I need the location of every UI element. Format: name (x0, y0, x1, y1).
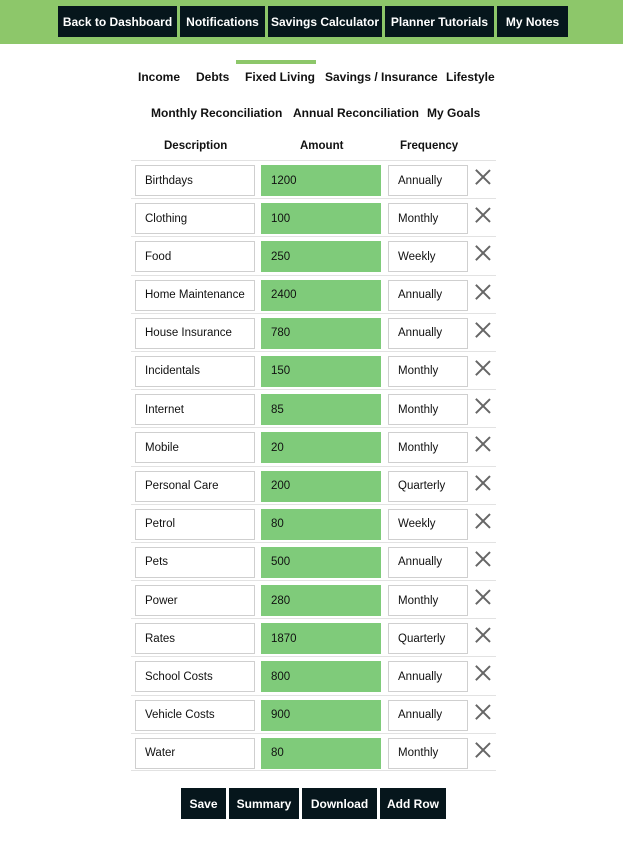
table-row (131, 275, 496, 313)
delete-row-close-icon[interactable] (475, 665, 491, 681)
amount-input[interactable]: 150 (261, 356, 381, 387)
savings-calculator-button[interactable]: Savings Calculator (268, 6, 382, 37)
my-notes-button[interactable]: My Notes (497, 6, 568, 37)
delete-row-close-icon[interactable] (475, 742, 491, 758)
delete-row-close-icon[interactable] (475, 436, 491, 452)
tab-fixed-living[interactable]: Fixed Living (245, 70, 316, 84)
tab-annual-reconciliation[interactable]: Annual Reconciliation (293, 106, 420, 120)
description-input[interactable]: Petrol (135, 509, 255, 540)
frequency-select[interactable]: Annually (388, 661, 468, 692)
table-row (131, 542, 496, 580)
frequency-select[interactable]: Monthly (388, 738, 468, 769)
tab-my-goals[interactable]: My Goals (427, 106, 481, 120)
description-input[interactable]: Home Maintenance (135, 280, 255, 311)
delete-row-close-icon[interactable] (475, 475, 491, 491)
description-input[interactable]: Food (135, 241, 255, 272)
amount-input[interactable]: 800 (261, 661, 381, 692)
save-button[interactable]: Save (181, 788, 226, 819)
delete-row-close-icon[interactable] (475, 207, 491, 223)
tab-monthly-reconciliation[interactable]: Monthly Reconciliation (151, 106, 283, 120)
delete-row-close-icon[interactable] (475, 322, 491, 338)
amount-input[interactable]: 900 (261, 700, 381, 731)
table-row (131, 504, 496, 542)
delete-row-close-icon[interactable] (475, 284, 491, 300)
table-row (131, 618, 496, 656)
amount-input[interactable]: 1870 (261, 623, 381, 654)
back-to-dashboard-button[interactable]: Back to Dashboard (58, 6, 177, 37)
delete-row-close-icon[interactable] (475, 169, 491, 185)
description-input[interactable]: School Costs (135, 661, 255, 692)
description-input[interactable]: Personal Care (135, 471, 255, 502)
delete-row-close-icon[interactable] (475, 589, 491, 605)
description-input[interactable]: Incidentals (135, 356, 255, 387)
description-input[interactable]: Birthdays (135, 165, 255, 196)
download-button[interactable]: Download (302, 788, 377, 819)
table-row (131, 160, 496, 198)
description-input[interactable]: Mobile (135, 432, 255, 463)
table-row (131, 351, 496, 389)
tab-debts[interactable]: Debts (196, 70, 230, 84)
frequency-select[interactable]: Quarterly (388, 471, 468, 502)
summary-button[interactable]: Summary (229, 788, 299, 819)
top-nav (58, 6, 568, 37)
description-input[interactable]: House Insurance (135, 318, 255, 349)
frequency-select[interactable]: Monthly (388, 356, 468, 387)
frequency-select[interactable]: Monthly (388, 203, 468, 234)
amount-input[interactable]: 250 (261, 241, 381, 272)
delete-row-close-icon[interactable] (475, 627, 491, 643)
amount-input[interactable]: 85 (261, 394, 381, 425)
frequency-select[interactable]: Annually (388, 280, 468, 311)
description-input[interactable]: Power (135, 585, 255, 616)
delete-row-close-icon[interactable] (475, 398, 491, 414)
frequency-select[interactable]: Monthly (388, 432, 468, 463)
amount-input[interactable]: 500 (261, 547, 381, 578)
frequency-select[interactable]: Quarterly (388, 623, 468, 654)
delete-row-close-icon[interactable] (475, 360, 491, 376)
amount-input[interactable]: 280 (261, 585, 381, 616)
footer-actions (181, 788, 446, 819)
tab-lifestyle[interactable]: Lifestyle (446, 70, 495, 84)
frequency-select[interactable]: Monthly (388, 394, 468, 425)
amount-input[interactable]: 1200 (261, 165, 381, 196)
frequency-select[interactable]: Weekly (388, 241, 468, 272)
delete-row-close-icon[interactable] (475, 513, 491, 529)
frequency-select[interactable]: Annually (388, 700, 468, 731)
frequency-select[interactable]: Monthly (388, 585, 468, 616)
amount-input[interactable]: 780 (261, 318, 381, 349)
table-row (131, 427, 496, 465)
column-header-description: Description (164, 140, 228, 152)
column-header-amount: Amount (300, 140, 344, 152)
amount-input[interactable]: 80 (261, 509, 381, 540)
column-header-frequency: Frequency (400, 140, 459, 152)
table-row (131, 656, 496, 694)
table-row (131, 389, 496, 427)
description-input[interactable]: Internet (135, 394, 255, 425)
frequency-select[interactable]: Annually (388, 547, 468, 578)
table-row (131, 466, 496, 504)
description-input[interactable]: Rates (135, 623, 255, 654)
delete-row-close-icon[interactable] (475, 245, 491, 261)
table-row (131, 313, 496, 351)
amount-input[interactable]: 200 (261, 471, 381, 502)
frequency-select[interactable]: Annually (388, 318, 468, 349)
table-row (131, 733, 496, 771)
add-row-button[interactable]: Add Row (380, 788, 446, 819)
amount-input[interactable]: 100 (261, 203, 381, 234)
table-row (131, 198, 496, 236)
notifications-button[interactable]: Notifications (180, 6, 265, 37)
table-row (131, 695, 496, 733)
frequency-select[interactable]: Annually (388, 165, 468, 196)
frequency-select[interactable]: Weekly (388, 509, 468, 540)
expense-table (131, 160, 496, 771)
amount-input[interactable]: 80 (261, 738, 381, 769)
delete-row-close-icon[interactable] (475, 551, 491, 567)
amount-input[interactable]: 2400 (261, 280, 381, 311)
top-bar (0, 0, 623, 44)
description-input[interactable]: Water (135, 738, 255, 769)
description-input[interactable]: Clothing (135, 203, 255, 234)
planner-tutorials-button[interactable]: Planner Tutorials (385, 6, 494, 37)
description-input[interactable]: Pets (135, 547, 255, 578)
delete-row-close-icon[interactable] (475, 704, 491, 720)
active-tab-indicator (236, 60, 316, 64)
tab-savings-insurance[interactable]: Savings / Insurance (325, 70, 438, 84)
amount-input[interactable]: 20 (261, 432, 381, 463)
table-row (131, 580, 496, 618)
table-row (131, 236, 496, 274)
tab-income[interactable]: Income (138, 70, 181, 84)
description-input[interactable]: Vehicle Costs (135, 700, 255, 731)
